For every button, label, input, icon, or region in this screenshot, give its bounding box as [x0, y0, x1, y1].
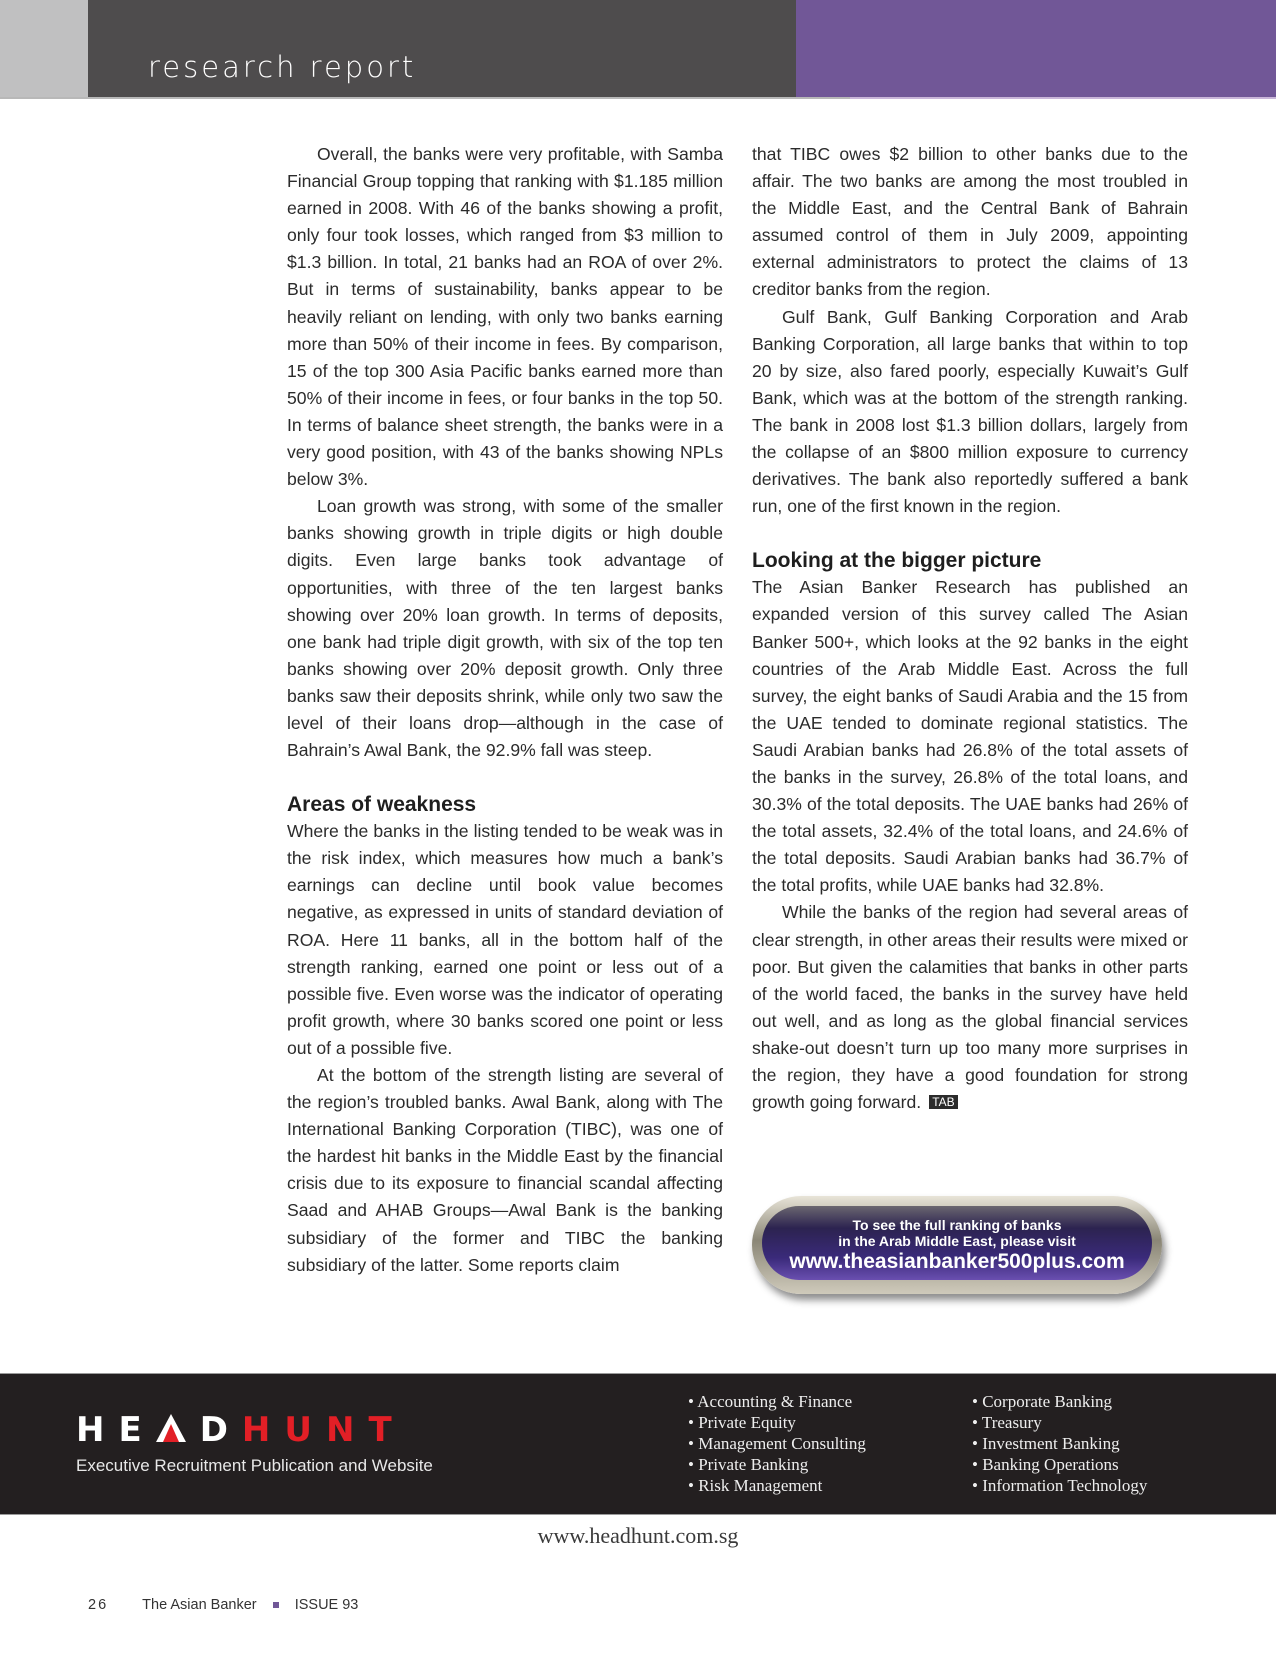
paragraph: At the bottom of the strength listing are several of the region’s troubled banks. Awal Bank, along with The International Banking Corporation (TIBC), was one of the hardest hit banks in the Middle East by the financial crisis due to its exposure to financial scandal affecting Saad and AHAB Groups—Awal Bank is the banking subsidiary of the former and TIBC the banking subsidiary of the latter. Some reports claim — [287, 1065, 723, 1275]
list-item: • Accounting & Finance — [688, 1391, 866, 1412]
practice-list-right — [972, 1391, 1147, 1496]
list-item: • Investment Banking — [972, 1433, 1147, 1454]
promo-line-1: To see the full ranking of banks — [852, 1217, 1062, 1233]
paragraph: that TIBC owes $2 billion to other banks due to the affair. The two banks are among the most troubled in the Middle East, and the Central Bank of Bahrain assumed control of them in July 2009, appointing external administrators to protect the claims of 13 creditor banks from the region. — [752, 144, 1188, 300]
section-header — [0, 0, 1276, 97]
headhunt-url-link[interactable]: www.headhunt.com.sg — [537, 1523, 739, 1548]
list-item: • Corporate Banking — [972, 1391, 1147, 1412]
paragraph: Gulf Bank, Gulf Banking Corporation and Arab Banking Corporation, all large banks that within to top 20 by size, also fared poorly, especially Kuwait’s Gulf Bank, which was at the bottom of the strength ranking. The bank in 2008 lost $1.3 billion dollars, largely from the collapse of an $800 million exposure to currency derivatives. The bank also reportedly suffered a bank run, one of the first known in the region. — [752, 306, 1188, 517]
list-item: • Treasury — [972, 1412, 1147, 1433]
article-column-2 — [752, 141, 1188, 1116]
issue-number: ISSUE 93 — [294, 1597, 359, 1614]
header-gray-strip — [0, 0, 88, 97]
paragraph: Loan growth was strong, with some of the smaller banks showing growth in triple digits or high double digits. Even large banks took advantage of opportunities, with three of the ten largest banks showing over 20% loan growth. In terms of deposits, one bank had triple digit growth, with six of the top ten banks showing over 20% deposit growth. Only three banks saw their deposits shrink, while only two saw the level of their loans drop—although in the case of Bahrain’s Awal Bank, the 92.9% fall was steep. — [287, 496, 723, 761]
headhunt-advertisement — [0, 1373, 1276, 1515]
list-item: • Risk Management — [688, 1475, 866, 1496]
practice-list-left — [688, 1391, 866, 1496]
promo-line-2: in the Arab Middle East, please visit — [838, 1233, 1076, 1249]
paragraph: Overall, the banks were very profitable, with Samba Financial Group topping that ranking with $1.185 million earned in 2008. With 46 of the banks showing a profit, only four took losses, which ranged from $3 million to $1.3 billion. In total, 21 banks had an ROA of over 2%. But in terms of sustainability, banks appear to be heavily reliant on lending, with only two banks earning more than 50% of their income in fees. By comparison, 15 of the top 300 Asia Pacific banks earned more than 50% of their income in fees, or four banks in the top 50. In terms of balance sheet strength, the banks were in a very good position, with 43 of the banks showing NPLs below 3%. — [287, 144, 723, 490]
paragraph-text: While the banks of the region had several areas of clear strength, in other areas their results were mixed or poor. But given the calamities that banks in other parts of the world faced, the banks in the survey have held out well, and as long as the global financial services shake-out doesn’t turn up too many more surprises in the region, they have a good foundation for strong growth going forward. — [752, 902, 1188, 1113]
page-footer — [88, 1597, 358, 1613]
promo-inner — [762, 1206, 1152, 1280]
publication-name: The Asian Banker — [142, 1597, 257, 1614]
subheading-areas-of-weakness: Areas of weakness — [287, 793, 477, 817]
ranking-promo-button[interactable] — [752, 1196, 1162, 1294]
separator-square-icon — [273, 1602, 279, 1608]
end-mark-badge: TAB — [929, 1095, 957, 1109]
promo-url-link[interactable]: www.theasianbanker500plus.com — [789, 1250, 1125, 1273]
list-item: • Private Banking — [688, 1454, 866, 1475]
list-item: • Banking Operations — [972, 1454, 1147, 1475]
paragraph: Where the banks in the listing tended to be weak was in the risk index, which measures how much a bank’s earnings can decline until book value becomes negative, as expressed in units of standard deviation of ROA. Here 11 banks, all in the bottom half of the strength ranking, earned one point or less out of a possible five. Even worse was the indicator of operating profit growth, where 30 banks scored one point or less out of a possible five. — [287, 821, 723, 1058]
list-item: • Management Consulting — [688, 1433, 866, 1454]
list-item: • Private Equity — [688, 1412, 866, 1433]
page-number: 26 — [88, 1597, 109, 1614]
header-accent-band — [796, 0, 1276, 97]
header-accent-rule — [850, 97, 1276, 99]
list-item: • Information Technology — [972, 1475, 1147, 1496]
subheading-bigger-picture: Looking at the bigger picture — [752, 549, 1042, 573]
paragraph-final — [752, 899, 1188, 1116]
paragraph: The Asian Banker Research has published an expanded version of this survey called The Asian Banker 500+, which looks at the 92 banks in the eight countries of the Arab Middle East. Across the full survey, the eight banks of Saudi Arabia and the 15 from the UAE tended to dominate regional statistics. The Saudi Arabian banks had 26.8% of the total assets of the banks in the survey, 26.8% of the total loans, and 30.3% of the total deposits. The UAE banks had 26% of the total assets, 32.4% of the total loans, and 24.6% of the total deposits. Saudi Arabian banks had 36.7% of the total profits, while UAE banks had 32.8%. — [752, 577, 1188, 896]
headhunt-logo: HE DHUNT — [76, 1410, 406, 1450]
logo-triangle-icon — [156, 1414, 186, 1442]
logo-tagline: Executive Recruitment Publication and Website — [76, 1456, 433, 1475]
article-column-1 — [287, 141, 723, 1279]
section-title: research report — [148, 50, 417, 84]
